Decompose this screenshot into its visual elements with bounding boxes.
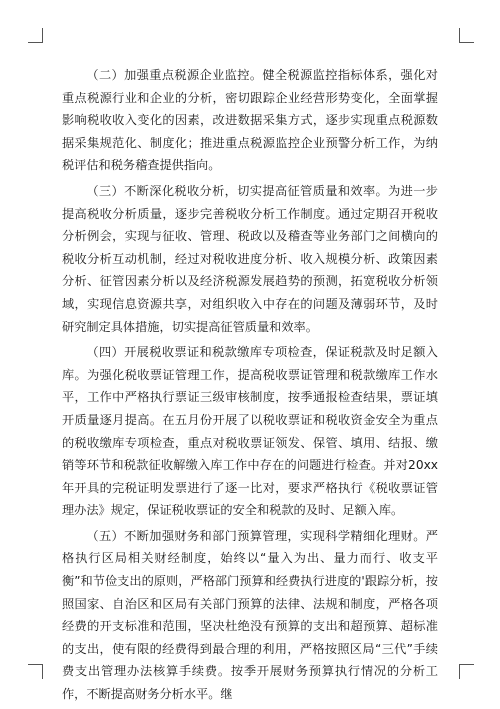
crop-mark-top-right: [459, 28, 474, 43]
document-body: [62, 64, 438, 709]
paragraph-tax-analysis: （三）不断深化税收分析，切实提高征管质量和效率。为进一步提高税收分析质量，逐步完善税收分析工作制度。通过定期召开税收分析例会，实现与征收、管理、税政以及稽查等业务部门之间横向的税收分析互动机制，经过对税收进度分析、收入规模分析、政策因素分析、征管因素分析以及经济税源发展趋势的预测，拓宽税收分析领域，实现信息资源共享，对组织收入中存在的问题及薄弱环节，及时研究制定具体措施，切实提高征管质量和效率。: [62, 183, 438, 334]
crop-mark-bottom-right: [459, 664, 474, 679]
paragraph-receipt-inspection: （四）开展税收票证和税款缴库专项检查，保证税款及时足额入库。为强化税收票证管理工作，提高税收票证管理和税款缴库工作水平，工作中严格执行票证三级审核制度，按季通报检查结果，票证填开质量逐月提高。在五月份开展了以税收票证和税收资金安全为重点的税收缴库专项检查，重点对税收票证领发、保管、填用、结报、缴销等环节和税款征收解缴入库工作中存在的问题进行检查。并对20xx年开具的完税证明发票进行了逐一比对，要求严格执行《税收票证管理办法》规定，保证税收票证的安全和税款的及时、足额入库。: [62, 345, 438, 518]
paragraph-budget-management: （五）不断加强财务和部门预算管理，实现科学精细化理财。严格执行区局相关财经制度，始终以“量入为出、量力而行、收支平衡”和节俭支出的原则，严格部门预算和经费执行进度的'跟踪分析，按照国家、自治区和区局有关部门预算的法律、法规和制度，严格各项经费的开支标准和范围，坚决杜绝没有预算的支出和超预算、超标准的支出，使有限的经费得到最合理的利用，严格按照区局“三代”手续费支出管理办法核算手续费。按季开展财务预算执行情况的分析工作，不断提高财务分析水平。继: [62, 528, 438, 702]
crop-mark-top-left: [28, 28, 43, 43]
paragraph-strengthen-monitoring: （二）加强重点税源企业监控。健全税源监控指标体系，强化对重点税源行业和企业的分析，密切跟踪企业经营形势变化，全面掌握影响税收收入变化的因素，改进数据采集方式，逐步实现重点税源数据采集规范化、制度化；推进重点税源监控企业预警分析工作，为纳税评估和税务稽查提供指向。: [62, 68, 438, 173]
crop-mark-bottom-left: [28, 664, 43, 679]
